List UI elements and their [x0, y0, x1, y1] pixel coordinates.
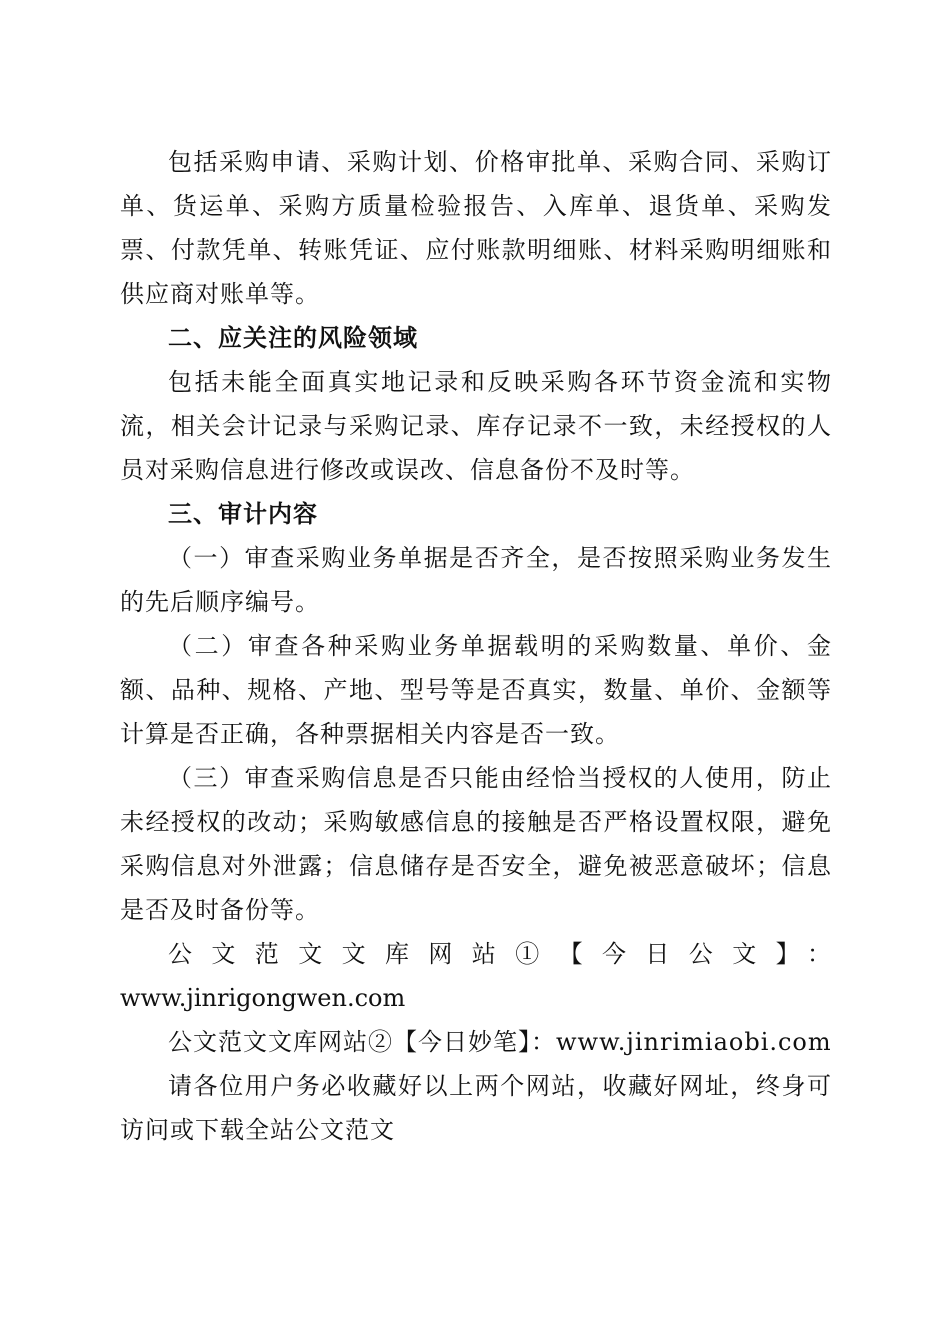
site2-url[interactable]: www.jinrimiaobi.com	[556, 1028, 832, 1056]
site1-label: 公文范文文库网站①【今日公文】：	[168, 940, 832, 968]
site2-label: 公文范文文库网站②【今日妙笔】：	[168, 1028, 556, 1056]
notice-paragraph: 请各位用户务必收藏好以上两个网站，收藏好网址，终身可访问或下载全站公文范文	[120, 1072, 832, 1144]
section-heading-audit: 三、审计内容	[168, 500, 318, 528]
site2-line	[120, 1020, 832, 1064]
audit-item-3: （三）审查采购信息是否只能由经恰当授权的人使用，防止未经授权的改动；采购敏感信息的接触是否严格设置权限，避免采购信息对外泄露；信息储存是否安全，避免被恶意破坏；信息是否及时备份等。	[120, 764, 832, 924]
audit-item-2: （二）审查各种采购业务单据载明的采购数量、单价、金额、品种、规格、产地、型号等是否真实，数量、单价、金额等计算是否正确，各种票据相关内容是否一致。	[120, 632, 832, 748]
section-heading-risk: 二、应关注的风险领域	[168, 324, 418, 352]
risk-paragraph: 包括未能全面真实地记录和反映采购各环节资金流和实物流，相关会计记录与采购记录、库存记录不一致，未经授权的人员对采购信息进行修改或误改、信息备份不及时等。	[120, 368, 832, 484]
intro-paragraph: 包括采购申请、采购计划、价格审批单、采购合同、采购订单、货运单、采购方质量检验报告、入库单、退货单、采购发票、付款凭单、转账凭证、应付账款明细账、材料采购明细账和供应商对账单等。	[120, 148, 832, 308]
audit-item-1: （一）审查采购业务单据是否齐全，是否按照采购业务发生的先后顺序编号。	[120, 544, 832, 616]
site1-url[interactable]: www.jinrigongwen.com	[120, 984, 406, 1012]
document-page	[120, 140, 832, 1152]
